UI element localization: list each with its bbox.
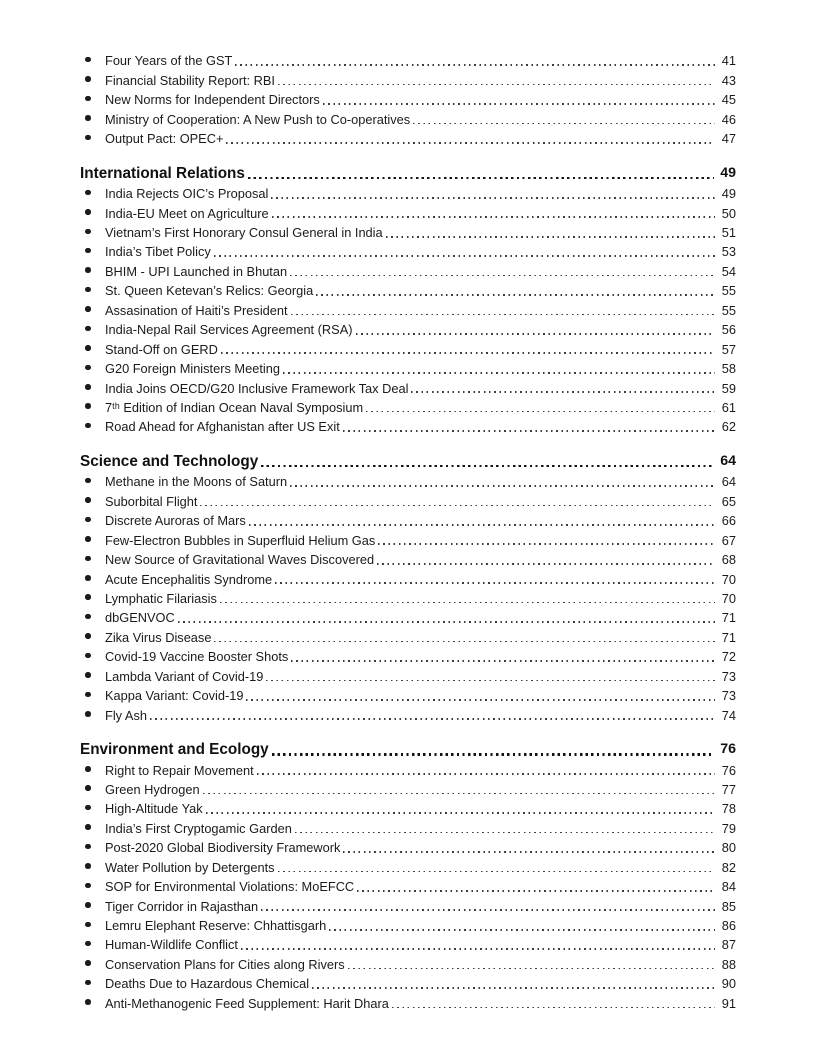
toc-entry[interactable] (80, 69, 736, 88)
bullet-icon (85, 306, 91, 312)
dot-leader (261, 465, 714, 467)
toc-entry-label: India’s Tibet Policy (105, 244, 211, 260)
toc-section (80, 161, 736, 436)
bullet-icon (85, 711, 91, 717)
bullet-icon (85, 785, 91, 791)
toc-entry-label: Output Pact: OPEC+ (105, 131, 224, 147)
toc-entry-page-number: 59 (721, 380, 736, 396)
toc-entry[interactable] (80, 89, 736, 108)
table-of-contents (80, 50, 736, 1012)
bullet-icon (85, 209, 91, 215)
toc-entry[interactable] (80, 685, 736, 704)
toc-entry-page-number: 70 (721, 590, 736, 606)
toc-entry[interactable] (80, 338, 736, 357)
dot-leader (366, 411, 715, 413)
dot-leader (200, 505, 715, 507)
dot-leader (214, 255, 715, 257)
dot-leader (295, 832, 715, 834)
toc-entry-label: dbGENVOC (105, 610, 175, 626)
dot-leader (220, 602, 715, 604)
toc-entry-label: High-Altitude Yak (105, 801, 203, 817)
toc-entry-label: Vietnam’s First Honorary Consul General in India (105, 225, 383, 240)
toc-entry-label: India’s First Cryptogamic Garden (105, 820, 292, 836)
bullet-icon (85, 115, 91, 121)
toc-entry[interactable] (80, 280, 736, 299)
toc-entry-label: St. Queen Ketevan’s Relics: Georgia (105, 283, 314, 299)
toc-entry-page-number: 55 (721, 283, 736, 299)
toc-entry[interactable] (80, 856, 736, 875)
toc-section (80, 737, 736, 1012)
dot-leader (150, 718, 715, 720)
toc-entry[interactable] (80, 588, 736, 607)
toc-section-page-number: 76 (720, 741, 736, 758)
toc-entry-label: India Joins OECD/G20 Inclusive Framework Tax Deal (105, 380, 409, 396)
dot-leader (275, 582, 715, 584)
bullet-icon (85, 497, 91, 503)
toc-entry-label: Post-2020 Global Biodiversity Framework (105, 840, 341, 856)
toc-entry-label: Deaths Due to Hazardous Chemical (105, 976, 310, 992)
toc-entry-page-number: 90 (721, 976, 736, 992)
bullet-icon (85, 614, 91, 620)
toc-section-heading[interactable] (80, 449, 736, 471)
toc-entry-page-number: 56 (721, 322, 736, 338)
bullet-icon (85, 96, 91, 102)
toc-entry[interactable] (80, 510, 736, 529)
toc-entry-page-number: 71 (721, 629, 736, 645)
toc-entry-page-number: 71 (721, 610, 736, 626)
toc-entry-page-number: 78 (721, 801, 736, 817)
toc-entry-label: Financial Stability Report: RBI (105, 72, 275, 88)
toc-section-page-number: 49 (720, 164, 736, 181)
toc-entry-page-number: 73 (721, 688, 736, 704)
toc-entry-page-number: 68 (721, 552, 736, 568)
dot-leader (206, 812, 715, 814)
toc-entry-label: Human-Wildlife Conflict (105, 937, 238, 953)
toc-entry-label: Anti-Methanogenic Feed Supplement: Harit Dhara (105, 995, 389, 1011)
bullet-icon (85, 57, 91, 63)
bullet-icon (85, 960, 91, 966)
bullet-icon (85, 287, 91, 293)
toc-entry-page-number: 51 (721, 225, 736, 240)
bullet-icon (85, 653, 91, 659)
toc-intro-group (80, 50, 736, 147)
dot-leader (413, 123, 715, 125)
toc-entry[interactable] (80, 222, 736, 241)
toc-entry-page-number: 72 (721, 649, 736, 665)
toc-entry-page-number: 67 (721, 532, 736, 548)
dot-leader (348, 968, 715, 970)
bullet-icon (85, 403, 91, 409)
bullet-icon (85, 902, 91, 908)
toc-entry[interactable] (80, 471, 736, 490)
toc-entry[interactable] (80, 798, 736, 817)
toc-entry-page-number: 66 (721, 513, 736, 529)
toc-entry-label: Ministry of Cooperation: A New Push to Co-operatives (105, 111, 411, 127)
toc-entry-label: SOP for Environmental Violations: MoEFCC (105, 879, 355, 895)
toc-entry[interactable] (80, 646, 736, 665)
toc-entry[interactable] (80, 665, 736, 684)
toc-entry-page-number: 57 (721, 341, 736, 357)
toc-entry[interactable] (80, 416, 736, 435)
toc-entry[interactable] (80, 759, 736, 778)
toc-entry[interactable] (80, 607, 736, 626)
toc-entry-page-number: 58 (721, 361, 736, 377)
toc-entry[interactable] (80, 934, 736, 953)
toc-entry-label: Few-Electron Bubbles in Superfluid Helium Gas (105, 532, 376, 548)
dot-leader (272, 216, 715, 218)
bullet-icon (85, 941, 91, 947)
toc-entry-page-number: 85 (721, 898, 736, 914)
dot-leader (278, 871, 715, 873)
toc-entry-label: Lymphatic Filariasis (105, 590, 217, 606)
toc-entry-label: Water Pollution by Detergents (105, 859, 275, 875)
bullet-icon (85, 345, 91, 351)
toc-entry[interactable] (80, 973, 736, 992)
toc-entry-label: Conservation Plans for Cities along Rivers (105, 956, 345, 972)
toc-entry-page-number: 88 (721, 956, 736, 972)
toc-entry-label: Zika Virus Disease (105, 629, 212, 645)
dot-leader (312, 987, 715, 989)
dot-leader (266, 680, 715, 682)
toc-entry[interactable] (80, 837, 736, 856)
toc-section-heading[interactable] (80, 737, 736, 759)
dot-leader (291, 314, 715, 316)
toc-entry-page-number: 86 (721, 918, 736, 933)
toc-entry-page-number: 47 (721, 131, 736, 147)
dot-leader (343, 851, 715, 853)
toc-section-title: Science and Technology (80, 452, 259, 470)
toc-entry[interactable] (80, 490, 736, 509)
toc-entry-label: Methane in the Moons of Saturn (105, 474, 288, 490)
toc-entry[interactable] (80, 397, 736, 416)
dot-leader (283, 372, 715, 374)
bullet-icon (85, 478, 91, 484)
bullet-icon (85, 999, 91, 1005)
toc-entry[interactable] (80, 568, 736, 587)
bullet-icon (85, 922, 91, 928)
toc-entry-label: Green Hydrogen (105, 781, 200, 797)
toc-entry[interactable] (80, 895, 736, 914)
bullet-icon (85, 384, 91, 390)
toc-section-heading[interactable] (80, 161, 736, 183)
toc-section (80, 449, 736, 724)
toc-entry[interactable] (80, 779, 736, 798)
toc-entry-label: India-EU Meet on Agriculture (105, 205, 269, 221)
bullet-icon (85, 883, 91, 889)
dot-leader (221, 352, 715, 354)
toc-entry[interactable] (80, 202, 736, 221)
dot-leader (272, 753, 714, 755)
dot-leader (257, 773, 715, 775)
toc-entry-label: Covid-19 Vaccine Booster Shots (105, 649, 289, 665)
toc-section-title: International Relations (80, 164, 245, 182)
dot-leader (291, 660, 715, 662)
toc-entry-label: Lemru Elephant Reserve: Chhattisgarh (105, 918, 327, 933)
bullet-icon (85, 229, 91, 235)
toc-entry[interactable] (80, 319, 736, 338)
toc-entry-label: Tiger Corridor in Rajasthan (105, 898, 259, 914)
toc-entry[interactable] (80, 549, 736, 568)
bullet-icon (85, 517, 91, 523)
bullet-icon (85, 135, 91, 141)
bullet-icon (85, 76, 91, 82)
toc-entry-label: India Rejects OIC’s Proposal (105, 186, 269, 202)
toc-entry-page-number: 45 (721, 92, 736, 108)
dot-leader (411, 391, 715, 393)
toc-entry-page-number: 54 (721, 263, 736, 279)
toc-entry[interactable] (80, 992, 736, 1011)
toc-entry[interactable] (80, 358, 736, 377)
toc-entry-page-number: 46 (721, 111, 736, 127)
toc-entry[interactable] (80, 529, 736, 548)
bullet-icon (85, 805, 91, 811)
dot-leader (235, 64, 715, 66)
dot-leader (226, 142, 715, 144)
toc-entry-page-number: 65 (721, 493, 736, 509)
dot-leader (246, 699, 715, 701)
dot-leader (278, 84, 715, 86)
toc-entry[interactable] (80, 876, 736, 895)
dot-leader (357, 890, 715, 892)
bullet-icon (85, 844, 91, 850)
toc-entry-page-number: 62 (721, 419, 736, 435)
toc-entry-label: Lambda Variant of Covid-19 (105, 668, 264, 684)
toc-entry-page-number: 49 (721, 186, 736, 202)
bullet-icon (85, 692, 91, 698)
toc-entry-page-number: 80 (721, 840, 736, 856)
bullet-icon (85, 248, 91, 254)
toc-entry-label: Fly Ash (105, 707, 147, 723)
toc-entry[interactable] (80, 377, 736, 396)
bullet-icon (85, 594, 91, 600)
toc-entry[interactable] (80, 953, 736, 972)
toc-entry-label: New Source of Gravitational Waves Discovered (105, 552, 375, 568)
toc-entry-label: India-Nepal Rail Services Agreement (RSA) (105, 322, 353, 338)
dot-leader (323, 103, 715, 105)
toc-entry[interactable] (80, 50, 736, 69)
dot-leader (329, 929, 715, 931)
dot-leader (249, 524, 715, 526)
toc-entry[interactable] (80, 915, 736, 934)
toc-entry-page-number: 50 (721, 205, 736, 221)
dot-leader (343, 430, 715, 432)
toc-section-page-number: 64 (720, 452, 736, 469)
dot-leader (214, 641, 715, 643)
toc-entry-page-number: 84 (721, 879, 736, 895)
toc-entry-page-number: 53 (721, 244, 736, 260)
toc-section-title: Environment and Ecology (80, 741, 269, 759)
dot-leader (261, 909, 715, 911)
toc-entry-page-number: 70 (721, 571, 736, 587)
toc-entry-label: New Norms for Independent Directors (105, 92, 320, 108)
toc-entry-label: Suborbital Flight (105, 493, 198, 509)
bullet-icon (85, 824, 91, 830)
toc-entry[interactable] (80, 128, 736, 147)
dot-leader (377, 563, 715, 565)
dot-leader (271, 197, 715, 199)
dot-leader (316, 294, 715, 296)
toc-entry-label: Discrete Auroras of Mars (105, 513, 246, 529)
toc-entry-label: 7ᵗʰ Edition of Indian Ocean Naval Symposium (105, 399, 364, 415)
dot-leader (178, 621, 715, 623)
toc-entry-page-number: 74 (721, 707, 736, 723)
toc-entry-page-number: 77 (721, 781, 736, 797)
toc-entry-page-number: 43 (721, 72, 736, 88)
toc-entry-page-number: 87 (721, 937, 736, 953)
bullet-icon (85, 863, 91, 869)
toc-entry[interactable] (80, 183, 736, 202)
toc-entry[interactable] (80, 299, 736, 318)
toc-sections (80, 161, 736, 1012)
toc-entry[interactable] (80, 260, 736, 279)
bullet-icon (85, 326, 91, 332)
bullet-icon (85, 672, 91, 678)
toc-entry[interactable] (80, 108, 736, 127)
dot-leader (203, 793, 715, 795)
dot-leader (392, 1007, 715, 1009)
toc-entry-label: Right to Repair Movement (105, 762, 254, 778)
bullet-icon (85, 980, 91, 986)
toc-entry[interactable] (80, 817, 736, 836)
bullet-icon (85, 267, 91, 273)
bullet-icon (85, 536, 91, 542)
toc-entry-label: Assasination of Haiti’s President (105, 302, 288, 318)
toc-entry-page-number: 55 (721, 302, 736, 318)
dot-leader (386, 236, 715, 238)
toc-section-items (80, 183, 736, 436)
toc-entry-page-number: 73 (721, 668, 736, 684)
toc-entry-page-number: 64 (721, 474, 736, 490)
bullet-icon (85, 556, 91, 562)
dot-leader (356, 333, 715, 335)
toc-entry-page-number: 76 (721, 762, 736, 778)
bullet-icon (85, 365, 91, 371)
toc-entry-page-number: 41 (721, 53, 736, 69)
bullet-icon (85, 633, 91, 639)
toc-entry-page-number: 82 (721, 859, 736, 875)
toc-entry-label: G20 Foreign Ministers Meeting (105, 361, 280, 377)
dot-leader (290, 275, 715, 277)
toc-section-items (80, 471, 736, 724)
toc-entry-label: Kappa Variant: Covid-19 (105, 688, 244, 704)
toc-entry-label: Acute Encephalitis Syndrome (105, 571, 273, 587)
toc-entry-page-number: 79 (721, 820, 736, 836)
bullet-icon (85, 575, 91, 581)
dot-leader (290, 485, 715, 487)
bullet-icon (85, 190, 91, 196)
dot-leader (378, 543, 715, 545)
toc-entry-label: Road Ahead for Afghanistan after US Exit (105, 419, 340, 435)
toc-entry[interactable] (80, 241, 736, 260)
toc-entry[interactable] (80, 704, 736, 723)
toc-entry-label: Stand-Off on GERD (105, 341, 218, 357)
toc-entry-label: Four Years of the GST (105, 53, 233, 69)
dot-leader (248, 177, 714, 179)
toc-entry-page-number: 61 (721, 399, 736, 415)
dot-leader (241, 948, 715, 950)
toc-entry-page-number: 91 (721, 995, 736, 1011)
bullet-icon (85, 766, 91, 772)
toc-section-items (80, 759, 736, 1012)
bullet-icon (85, 423, 91, 429)
toc-entry-label: BHIM - UPI Launched in Bhutan (105, 263, 288, 279)
toc-entry[interactable] (80, 626, 736, 645)
